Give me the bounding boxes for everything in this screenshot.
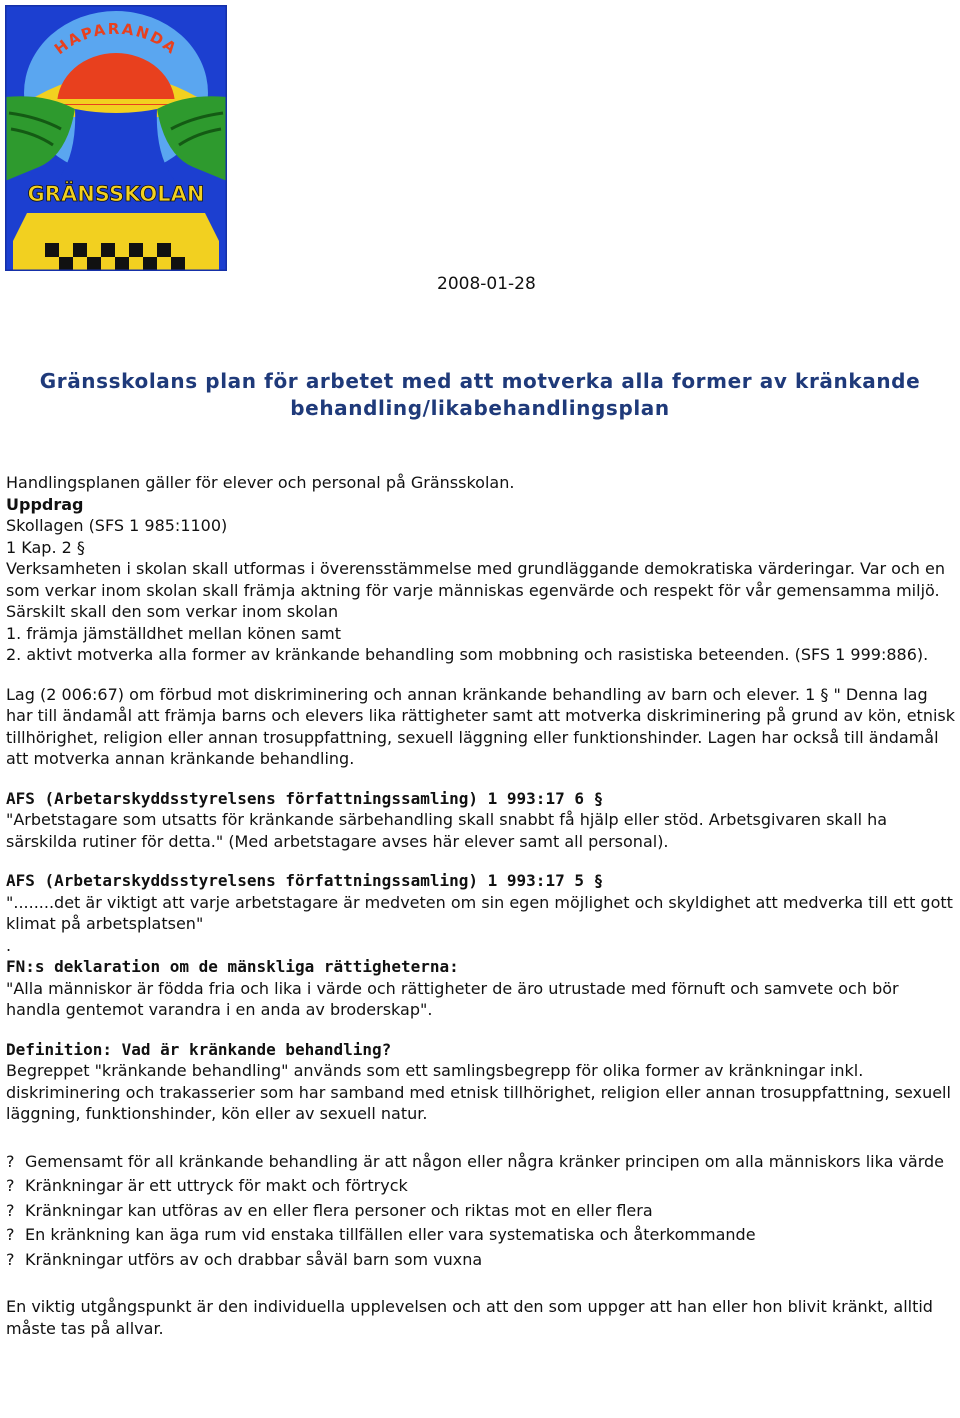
title-line-2: behandling/likabehandlingsplan: [290, 396, 670, 420]
uppdrag-chapter: 1 Kap. 2 §: [6, 537, 85, 557]
logo-school-name: GRÄNSSKOLAN: [27, 182, 205, 206]
uppdrag-heading: Uppdrag: [6, 494, 84, 514]
afs2-dot: .: [6, 935, 12, 955]
uppdrag-item-2: 2. aktivt motverka alla former av kränkande behandling som mobbning och rasistiska beteenden. (SFS 1 999:886).: [6, 645, 929, 664]
bullet-marker: ?: [6, 1151, 15, 1171]
uppdrag-text: Verksamheten i skolan skall utformas i överensstämmelse med grundläggande demokratiska värderingar. Var och en som verkar inom skolan skall främja aktning för varje människas egenvärde och respekt för vår gemensamma miljö. Särskilt skall den som verkar inom skolan: [6, 559, 945, 621]
fn-heading: FN:s deklaration om de mänskliga rättigheterna:: [6, 957, 459, 976]
bullet-list: [6, 1151, 956, 1271]
fn-text: "Alla människor är födda fria och lika i värde och rättigheter de äro utrustade med förnuft och samvete och bör handla gentemot varandra i en anda av broderskap".: [6, 978, 899, 1019]
document-date: 2008-01-28: [437, 274, 536, 294]
uppdrag-law: Skollagen (SFS 1 985:1100): [6, 516, 228, 535]
lag-paragraph: Lag (2 006:67) om förbud mot diskriminering och annan kränkande behandling av barn och elever. 1 § " Denna lag har till ändamål att främja barns och elevers lika rättigheter samt att motverka diskriminering på grund av kön, etnisk tillhörighet, religion eller annan trosuppfattning, sexuell läggning eller funktionshinder. Lagen har också till ändamål att motverka annan kränkande behandling.: [6, 684, 955, 768]
definition-heading: Definition: Vad är kränkande behandling?: [6, 1039, 392, 1059]
list-item: ? Kränkningar är ett uttryck för makt och förtryck: [6, 1176, 408, 1195]
list-item: ? Kränkningar kan utföras av en eller flera personer och riktas mot en eller flera: [6, 1200, 653, 1220]
definition-text: Begreppet "kränkande behandling" används som ett samlingsbegrepp för olika former av kränkningar inkl. diskriminering och trakasserier som har samband med etnisk tillhörighet, religion eller annan trosuppfattning, sexuell läggning, funktionshinder, kön eller av sexuell natur.: [6, 1061, 951, 1123]
bullet-marker: ?: [6, 1225, 15, 1244]
title-line-1: Gränsskolans plan för arbetet med att motverka alla former av kränkande: [39, 369, 921, 393]
uppdrag-item-1: 1. främja jämställdhet mellan könen samt: [6, 623, 341, 643]
intro-text: Handlingsplanen gäller för elever och personal på Gränsskolan.: [6, 473, 515, 492]
document-body: [6, 472, 956, 1339]
list-item: ? Gemensamt för all kränkande behandling är att någon eller några kränker principen om alla människors lika värde: [6, 1151, 945, 1171]
school-logo-image: [5, 5, 227, 271]
bullet-marker: ?: [6, 1200, 15, 1220]
closing-text: En viktig utgångspunkt är den individuella upplevelsen och att den som uppger att han eller hon blivit kränkt, alltid måste tas på allvar.: [6, 1297, 933, 1338]
logo-top-text: HAPARANDA: [51, 19, 182, 59]
school-logo: [5, 5, 227, 271]
afs2-text: "........det är viktigt att varje arbetstagare är medveten om sin egen möjlighet och skyldighet att medverka till ett gott klimat på arbetsplatsen": [6, 892, 953, 933]
list-item: ? En kränkning kan äga rum vid enstaka tillfällen eller vara systematiska och återkommande: [6, 1225, 756, 1244]
afs1-text: "Arbetstagare som utsatts för kränkande särbehandling skall snabbt få hjälp eller stöd. Arbetsgivaren skall ha särskilda rutiner för detta." (Med arbetstagare avses här elever samt all personal).: [6, 810, 888, 851]
bullet-marker: ?: [6, 1176, 15, 1195]
bullet-marker: ?: [6, 1249, 15, 1269]
list-item: ? Kränkningar utförs av och drabbar såväl barn som vuxna: [6, 1249, 483, 1269]
document-title: [0, 368, 960, 422]
afs1-heading: AFS (Arbetarskyddsstyrelsens författningssamling) 1 993:17 6 §: [6, 788, 604, 808]
afs2-heading: AFS (Arbetarskyddsstyrelsens författningssamling) 1 993:17 5 §: [6, 871, 604, 890]
